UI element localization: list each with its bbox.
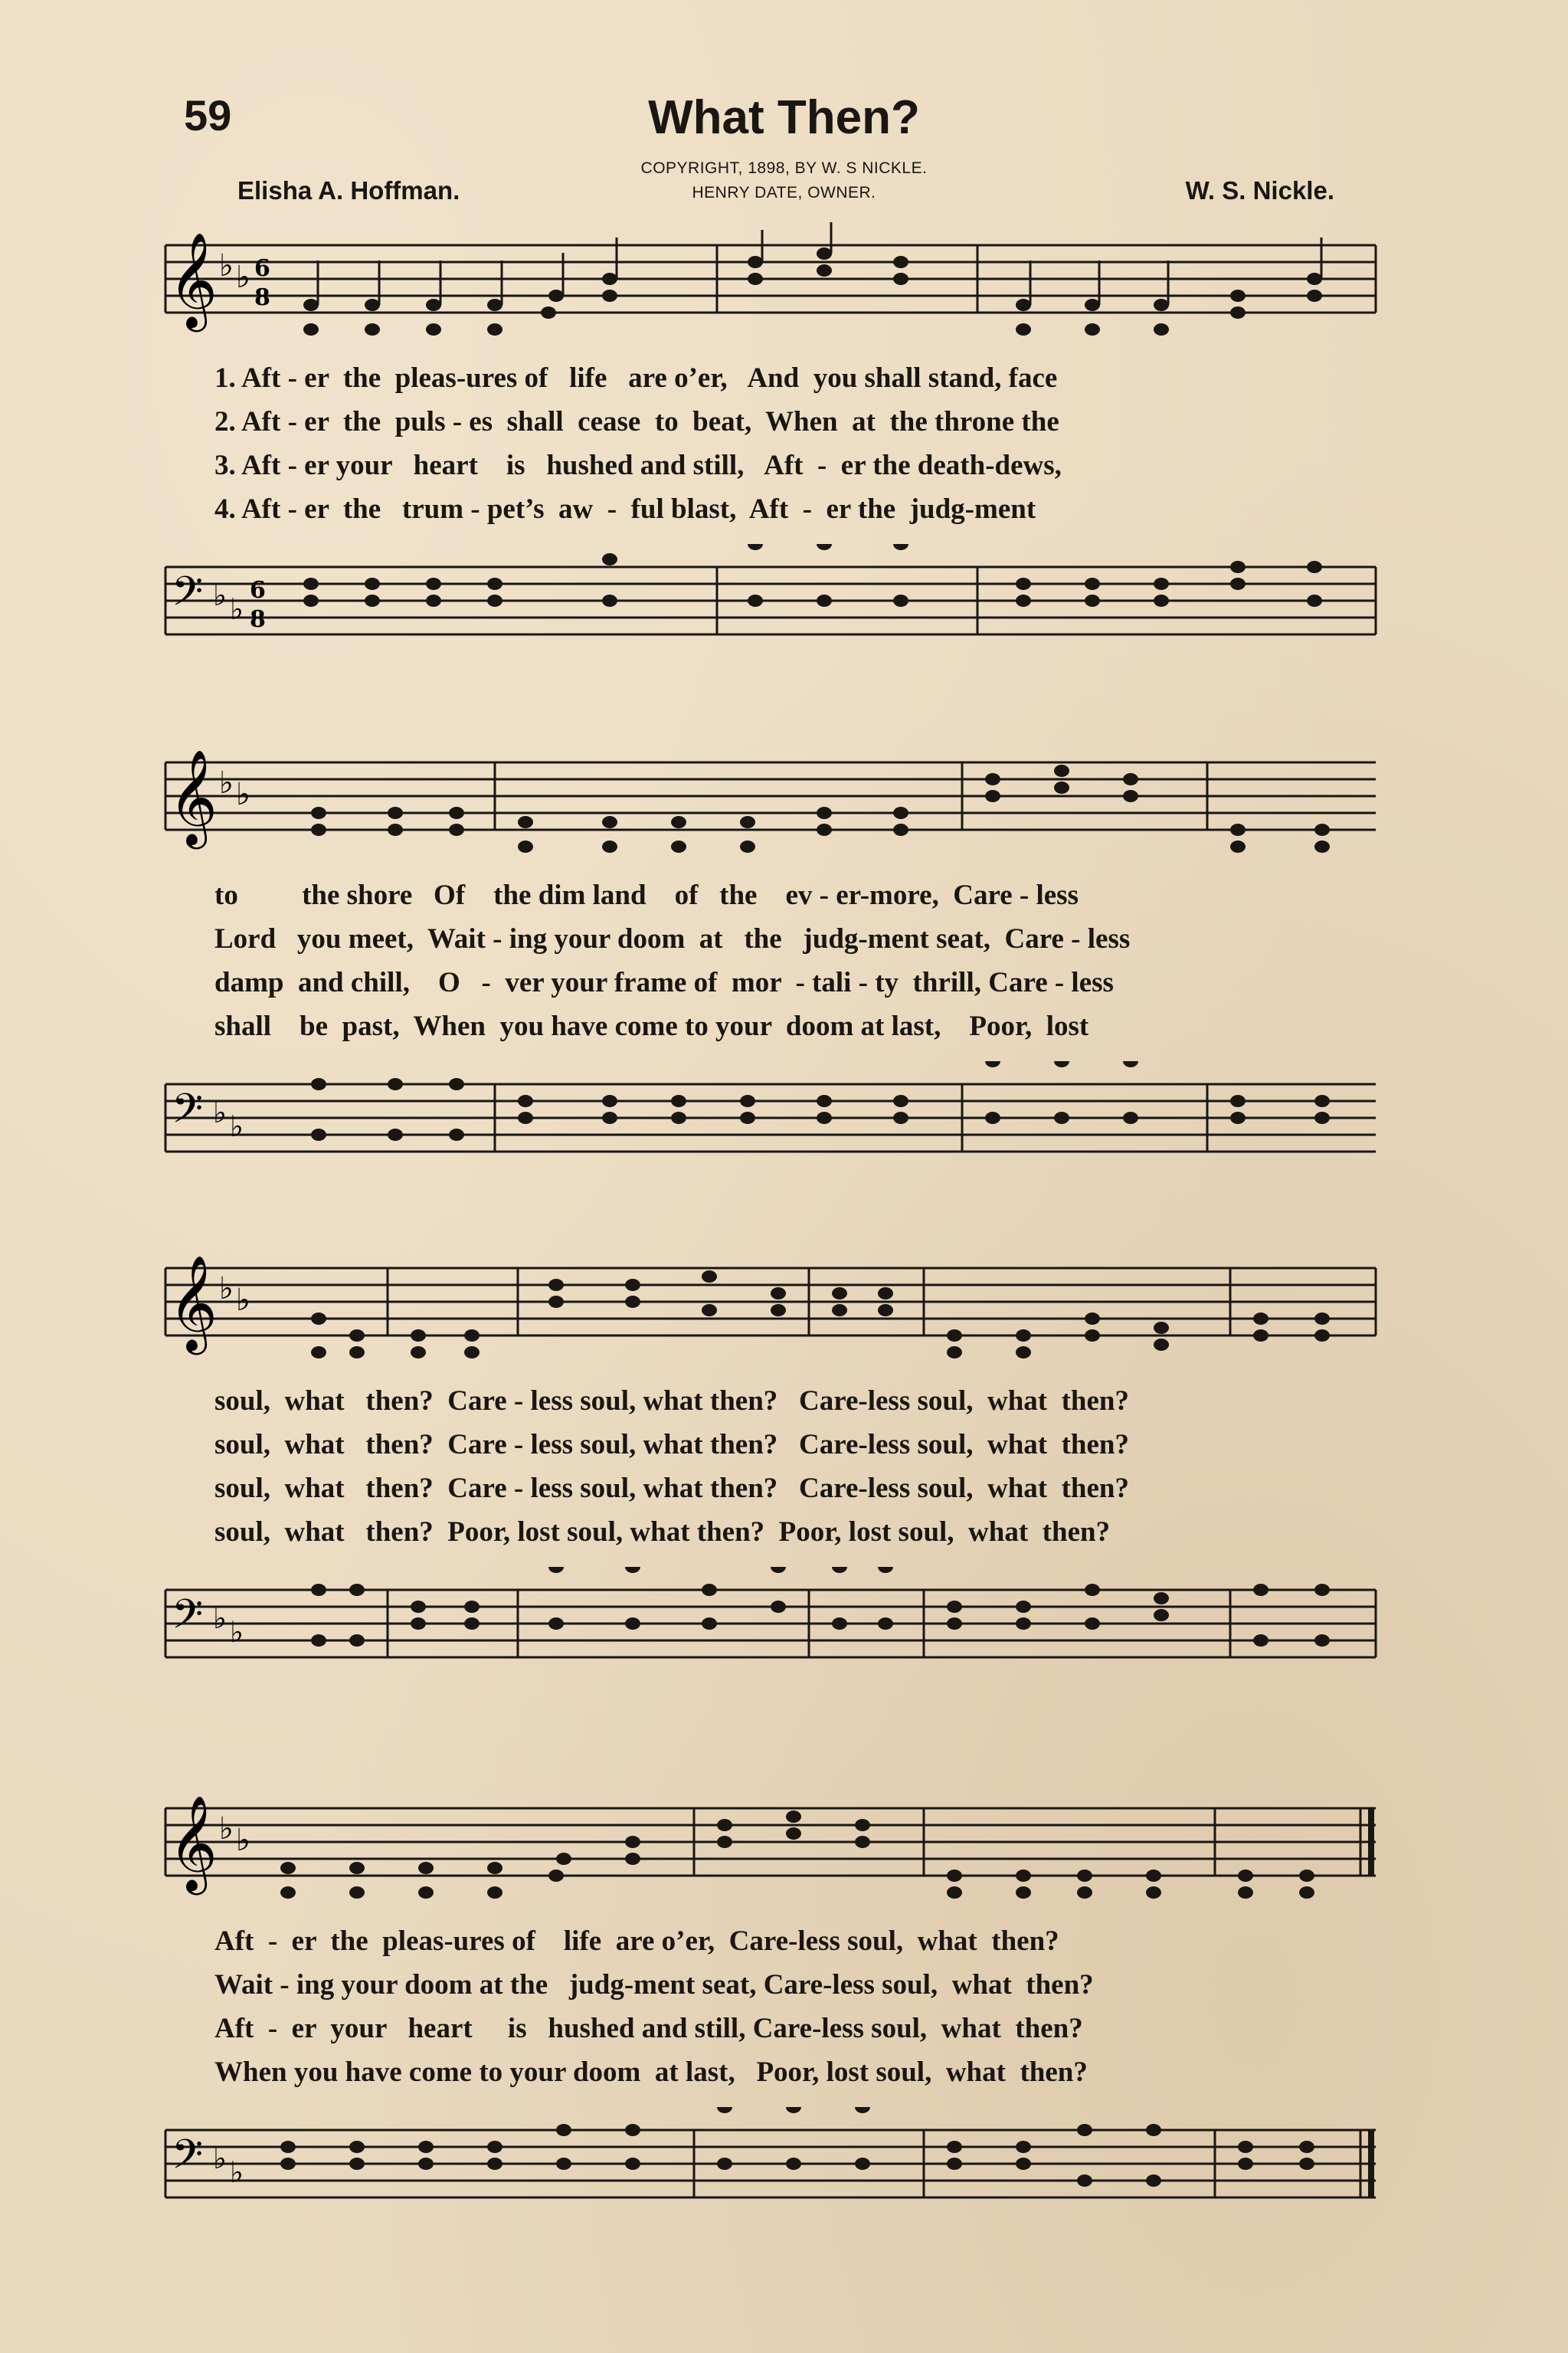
svg-text:6: 6	[250, 577, 266, 604]
lyric-verse-2: 2. Aft - er the puls - es shall cease to beat, When at the throne the	[214, 406, 1059, 438]
svg-text:♭: ♭	[213, 2142, 227, 2175]
lyric-verse-4: shall be past, When you have come to your doom at last, Poor, lost	[214, 1011, 1089, 1042]
svg-text:♭: ♭	[230, 1615, 244, 1649]
copyright-owner: HENRY DATE, OWNER.	[692, 184, 876, 202]
lyrics-block-3	[214, 1379, 1363, 1554]
svg-text:♭: ♭	[230, 1109, 244, 1143]
bass-staff	[150, 1061, 1385, 1168]
treble-staff	[150, 1245, 1385, 1375]
svg-text:♭: ♭	[230, 2155, 244, 2189]
lyric-verse-1: soul, what then? Care - less soul, what then? Care-less soul, what then?	[214, 1385, 1130, 1417]
svg-text:♭: ♭	[236, 777, 250, 812]
svg-text:♭: ♭	[236, 1823, 250, 1858]
lyric-verse-2: soul, what then? Care - less soul, what then? Care-less soul, what then?	[214, 1429, 1130, 1460]
bass-staff	[150, 2107, 1385, 2214]
lyric-verse-2: Lord you meet, Wait - ing your doom at the judg-ment seat, Care - less	[214, 923, 1131, 955]
copyright-notice: COPYRIGHT, 1898, BY W. S NICKLE.	[640, 159, 928, 177]
lyrics-block-4	[214, 1919, 1363, 2094]
svg-text:𝄢: 𝄢	[172, 569, 204, 625]
svg-text:♭: ♭	[219, 1811, 234, 1847]
svg-text:𝄢: 𝄢	[172, 1591, 204, 1648]
lyric-verse-3: soul, what then? Care - less soul, what then? Care-less soul, what then?	[214, 1473, 1130, 1504]
svg-text:𝄞: 𝄞	[169, 1795, 218, 1891]
svg-text:8: 8	[250, 606, 266, 633]
composer-credit: W. S. Nickle.	[1185, 176, 1334, 205]
svg-text:♭: ♭	[219, 765, 234, 801]
lyric-verse-4: When you have come to your doom at last, Poor, lost soul, what then?	[214, 2056, 1088, 2088]
lyric-verse-3: damp and chill, O - ver your frame of mor - tali - ty thrill, Care - less	[214, 967, 1114, 998]
music-system-2	[150, 739, 1385, 1176]
svg-text:𝄞: 𝄞	[169, 232, 218, 328]
lyric-verse-2: Wait - ing your doom at the judg-ment seat, Care-less soul, what then?	[214, 1969, 1094, 2001]
lyric-verse-3: Aft - er your heart is hushed and still, Care-less soul, what then?	[214, 2013, 1083, 2044]
svg-text:𝄞: 𝄞	[169, 1255, 218, 1351]
music-system-1	[150, 222, 1385, 659]
music-system-4	[150, 1785, 1385, 2222]
lyrics-block-1	[214, 356, 1363, 531]
lyric-verse-1: 1. Aft - er the pleas-ures of life are o’er, And you shall stand, face	[214, 362, 1058, 394]
svg-text:8: 8	[254, 284, 270, 311]
svg-text:♭: ♭	[219, 248, 234, 283]
svg-text:♭: ♭	[219, 1271, 234, 1306]
svg-text:𝄢: 𝄢	[172, 1086, 204, 1142]
treble-staff	[150, 739, 1385, 870]
svg-text:6: 6	[254, 255, 270, 282]
svg-text:𝄞: 𝄞	[169, 749, 218, 845]
hymn-title: What Then?	[648, 91, 920, 144]
lyrics-block-2	[214, 873, 1363, 1048]
bass-staff	[150, 544, 1385, 651]
bass-staff	[150, 1567, 1385, 1674]
lyric-verse-4: 4. Aft - er the trum - pet’s aw - ful blast, Aft - er the judg-ment	[214, 493, 1036, 525]
svg-text:♭: ♭	[236, 260, 250, 295]
lyricist-credit: Elisha A. Hoffman.	[237, 176, 460, 205]
lyric-verse-4: soul, what then? Poor, lost soul, what then? Poor, lost soul, what then?	[214, 1516, 1111, 1548]
svg-text:♭: ♭	[213, 578, 227, 612]
svg-text:♭: ♭	[236, 1283, 250, 1318]
treble-staff	[150, 222, 1385, 352]
lyric-verse-1: Aft - er the pleas-ures of life are o’er, Care-less soul, what then?	[214, 1925, 1059, 1957]
lyric-verse-3: 3. Aft - er your heart is hushed and still, Aft - er the death-dews,	[214, 450, 1062, 481]
lyric-verse-1: to the shore Of the dim land of the ev - er-more, Care - less	[214, 880, 1079, 911]
treble-staff	[150, 1785, 1385, 1915]
svg-text:♭: ♭	[213, 1601, 227, 1635]
svg-text:♭: ♭	[230, 592, 244, 626]
svg-text:𝄢: 𝄢	[172, 2132, 204, 2188]
svg-text:♭: ♭	[213, 1096, 227, 1129]
hymn-number: 59	[184, 91, 232, 139]
music-system-3	[150, 1245, 1385, 1682]
